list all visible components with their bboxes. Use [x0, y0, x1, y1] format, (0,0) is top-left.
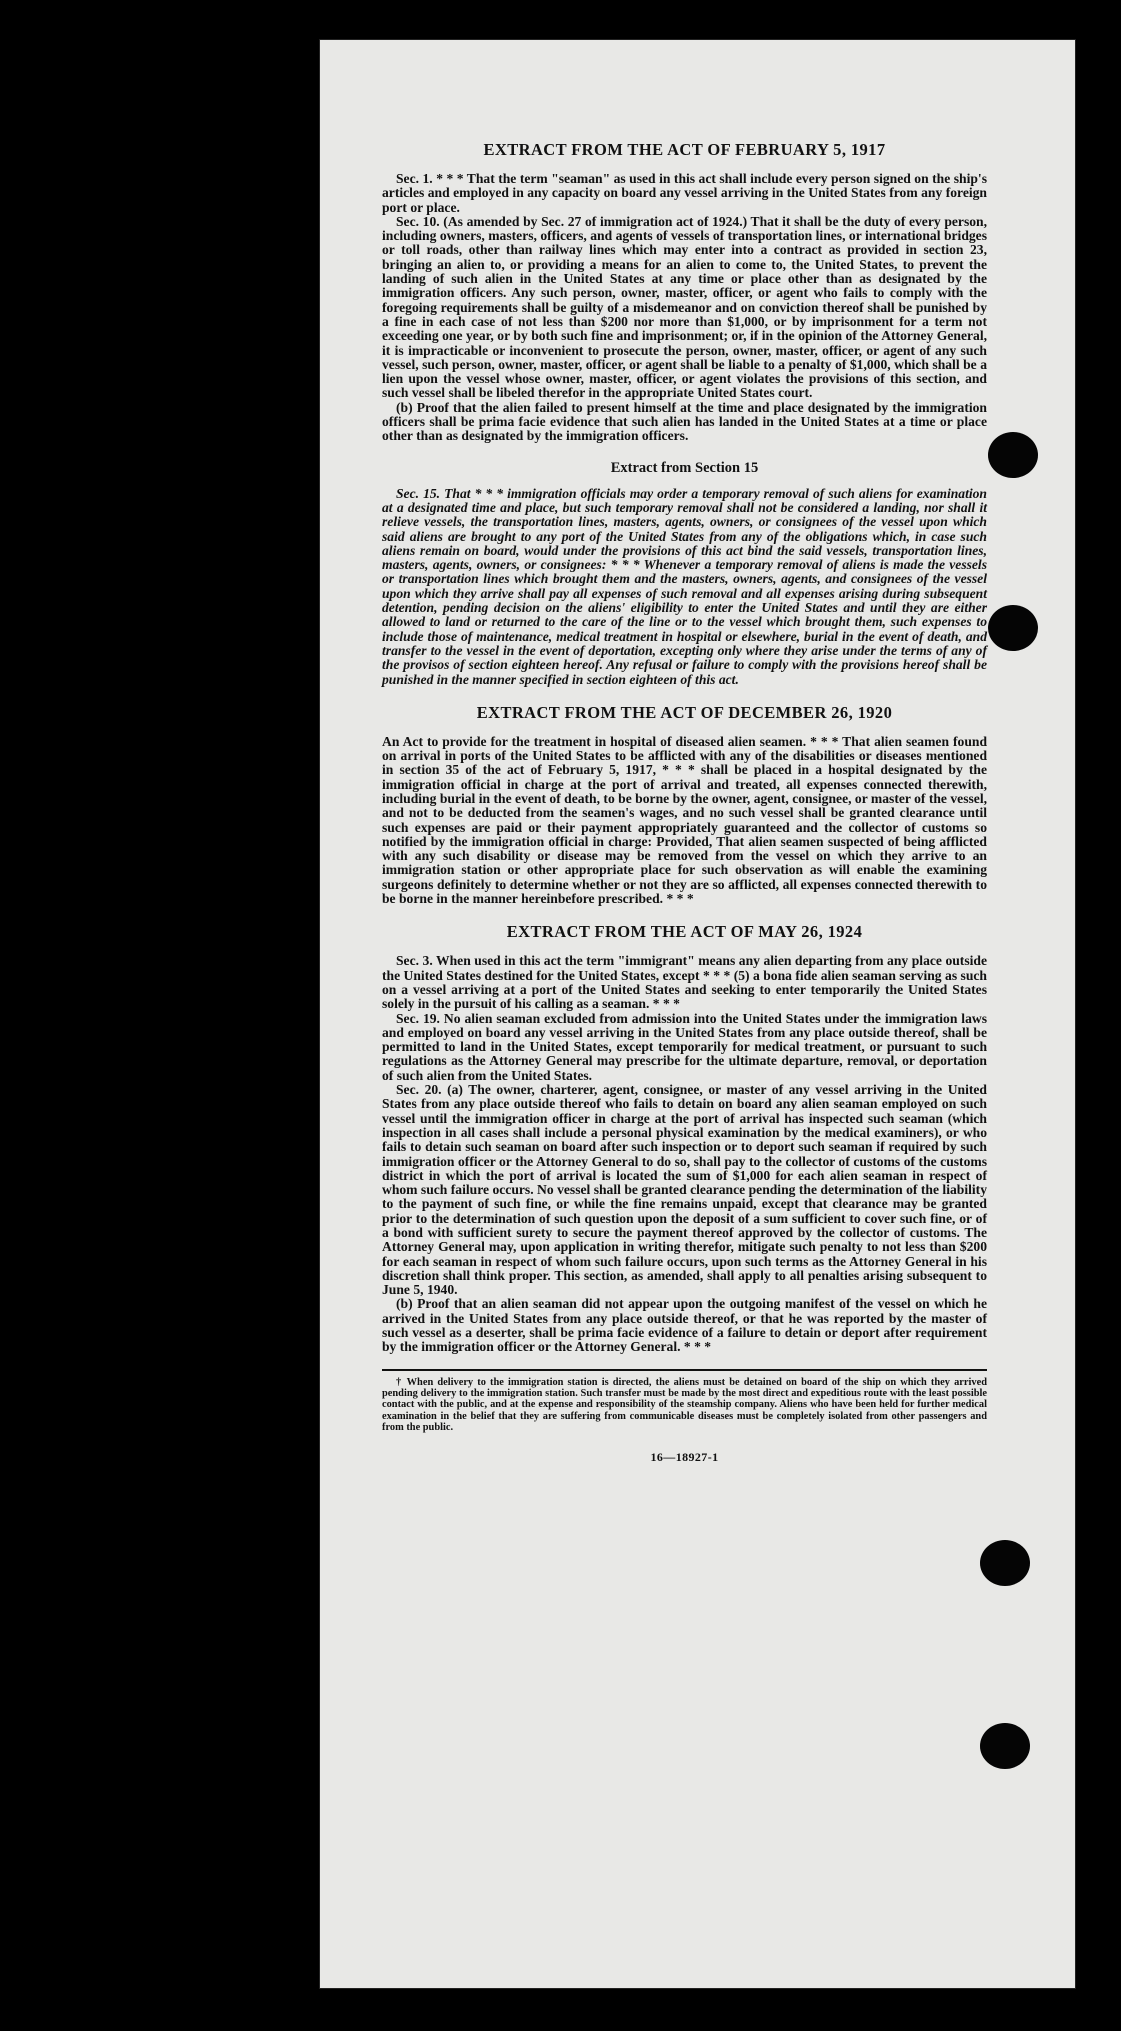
- divider: [382, 1369, 987, 1371]
- heading-act-1924: EXTRACT FROM THE ACT OF MAY 26, 1924: [506, 922, 863, 942]
- punch-hole-1: [988, 432, 1038, 478]
- heading-act-1917: EXTRACT FROM THE ACT OF FEBRUARY 5, 1917: [483, 140, 886, 159]
- paragraph-sec-3: Sec. 3. When used in this act the term "immigrant" means any alien departing from any place outside the United States destined for the United States, except * * * (5) a bona fide alien seaman serving as such on a vessel arriving at a port of the United States and seeking to enter temporarily the United States solely in the pursuit of his calling as a seaman. * * *: [382, 953, 987, 1012]
- punch-hole-4: [980, 1723, 1030, 1769]
- paragraph-sec-15: Sec. 15. That * * * immigration officials may order a temporary removal of such aliens for examination at a designated time and place, but such temporary removal shall not be considered a landing, nor shall it relieve vessels, the transportation lines, masters, agents, owners, or consignees of the vessel upon which said aliens are brought to any port of the United States from any of the obligations which, in case such aliens remain on board, would under the provisions of this act bind the said vessels, transportation lines, masters, agents, owners, or consignees: * * * Whenever a temporary removal of aliens is made the vessels or transportation lines which brought them and the masters, owners, agents, and consignees of the vessel upon which they arrive shall pay all expenses of such removal and all expenses arising during subsequent detention, pending decision on the aliens' eligibility to enter the United States and until they are either allowed to land or returned to the care of the line or to the vessel which brought them, such expenses to include those of maintenance, medical treatment in hospital or elsewhere, burial in the event of death, and transfer to the vessel in the event of deportation, excepting only where they arise under the terms of any of the provisos of section eighteen hereof. Any refusal or failure to comply with the provisions hereof shall be punished in the manner specified in section eighteen of this act.: [382, 485, 987, 687]
- heading-act-1920: EXTRACT FROM THE ACT OF DECEMBER 26, 1920: [476, 702, 893, 722]
- punch-hole-2: [988, 605, 1038, 651]
- footnote: † When delivery to the immigration station is directed, the aliens must be detained on board of the ship on which they arrived pending delivery to the immigration station. Such transfer must be made by the most direct and expeditious route with the least possible contact with the public, and at the expense and responsibility of the steamship company. Aliens who have been held for further medical examination in the belief that they are suffering from communicable diseases must be completely isolated from other passengers and from the public.: [382, 1376, 987, 1434]
- punch-hole-3: [980, 1540, 1030, 1586]
- paragraph-sec-10: Sec. 10. (As amended by Sec. 27 of immigration act of 1924.) That it shall be the duty of every person, including owners, masters, officers, and agents of vessels of transportation lines, or international bridges or toll roads, other than railway lines which may enter into a contract as provided in section 23, bringing an alien to, or providing a means for an alien to come to, the United States, to prevent the landing of such alien in the United States at any time or place other than as designated by the immigration officers. Any such person, owner, master, officer, or agent who fails to comply with the foregoing requirements shall be guilty of a misdemeanor and on conviction thereof shall be punished by a fine in each case of not less than $200 nor more than $1,000, or by imprisonment for a term not exceeding one year, or by both such fine and imprisonment; or, if in the opinion of the Attorney General, it is impracticable or inconvenient to prosecute the person, owner, master, officer, or agent of any such vessel, such person, owner, master, officer, or agent shall be liable to a penalty of $1,000, which shall be a lien upon the vessel whose owner, master, officer, or agent violates the provisions of this section, and such vessel shall be libeled therefor in the appropriate United States court.: [382, 213, 987, 401]
- paragraph-sec-20b: (b) Proof that an alien seaman did not appear upon the outgoing manifest of the vessel on which he arrived in the United States from any place outside thereof, or that he was reported by the master of such vessel as a deserter, shall be prima facie evidence of a failure to detain or deport after requirement by the immigration officer or the Attorney General. * * *: [382, 1296, 987, 1355]
- paragraph-act-1920: An Act to provide for the treatment in hospital of diseased alien seamen. * * * That alien seamen found on arrival in ports of the United States to be afflicted with any of the disabilities or diseases mentioned in section 35 of the act of February 5, 1917, * * * shall be placed in a hospital designated by the immigration official in charge at the port of arrival and treated, all expenses connected therewith, including burial in the event of death, to be borne by the owner, agent, consignee, or master of the vessel, and not to be deducted from the seamen's wages, and no such vessel shall be granted clearance until such expenses are paid or their payment appropriately guaranteed and the collector of customs so notified by the immigration official in charge: Provided, That alien seamen suspected of being afflicted with any such disability or disease may be removed from the vessel on which they arrive to an immigration station or other appropriate place for such observation as will enable the examining surgeons definitely to determine whether or not they are so afflicted, all expenses connected therewith to be borne in the manner hereinbefore prescribed. * * *: [382, 733, 987, 907]
- document-body: [382, 140, 987, 1465]
- paragraph-sec-20a: Sec. 20. (a) The owner, charterer, agent, consignee, or master of any vessel arriving in the United States from any place outside thereof who fails to detain on board any alien seaman employed on such vessel until the immigration officer in charge at the port of arrival has inspected such seaman (which inspection in all cases shall include a personal physical examination by the medical examiners), or who fails to detain such seaman on board after such inspection or to deport such seaman if required by such immigration officer or the Attorney General to do so, shall pay to the collector of customs of the customs district in which the port of arrival is located the sum of $1,000 for each alien seaman in respect of whom such failure occurs. No vessel shall be granted clearance pending the determination of the liability to the payment of such fine, or while the fine remains unpaid, except that clearance may be granted prior to the determination of such question upon the deposit of a sum sufficient to cover such fine, or of a bond with sufficient surety to secure the payment thereof approved by the collector of customs. The Attorney General may, upon application in writing therefor, mitigate such penalty to not less than $200 for each seaman in respect of whom such failure occurs, upon such terms as the Attorney General in his discretion shall think proper. This section, as amended, shall apply to all penalties arising subsequent to June 5, 1940.: [382, 1082, 987, 1298]
- document-page: [320, 40, 1075, 1988]
- paragraph-sec-19: Sec. 19. No alien seaman excluded from admission into the United States under the immigration laws and employed on board any vessel arriving in the United States from any place outside thereof, shall be permitted to land in the United States, except temporarily for medical treatment, or pursuant to such regulations as the Attorney General may prescribe for the ultimate departure, removal, or deportation of such alien from the United States.: [382, 1010, 987, 1083]
- paragraph-sec-1: Sec. 1. * * * That the term "seaman" as used in this act shall include every person signed on the ship's articles and employed in any capacity on board any vessel arriving in the United States from any foreign port or place.: [382, 171, 987, 215]
- heading-section-15: Extract from Section 15: [610, 459, 759, 476]
- form-code: 16—18927-1: [650, 1449, 719, 1464]
- paragraph-proof-b: (b) Proof that the alien failed to present himself at the time and place designated by the immigration officers shall be prima facie evidence that such alien has landed in the United States at a time or place other than as designated by the immigration officers.: [382, 399, 987, 444]
